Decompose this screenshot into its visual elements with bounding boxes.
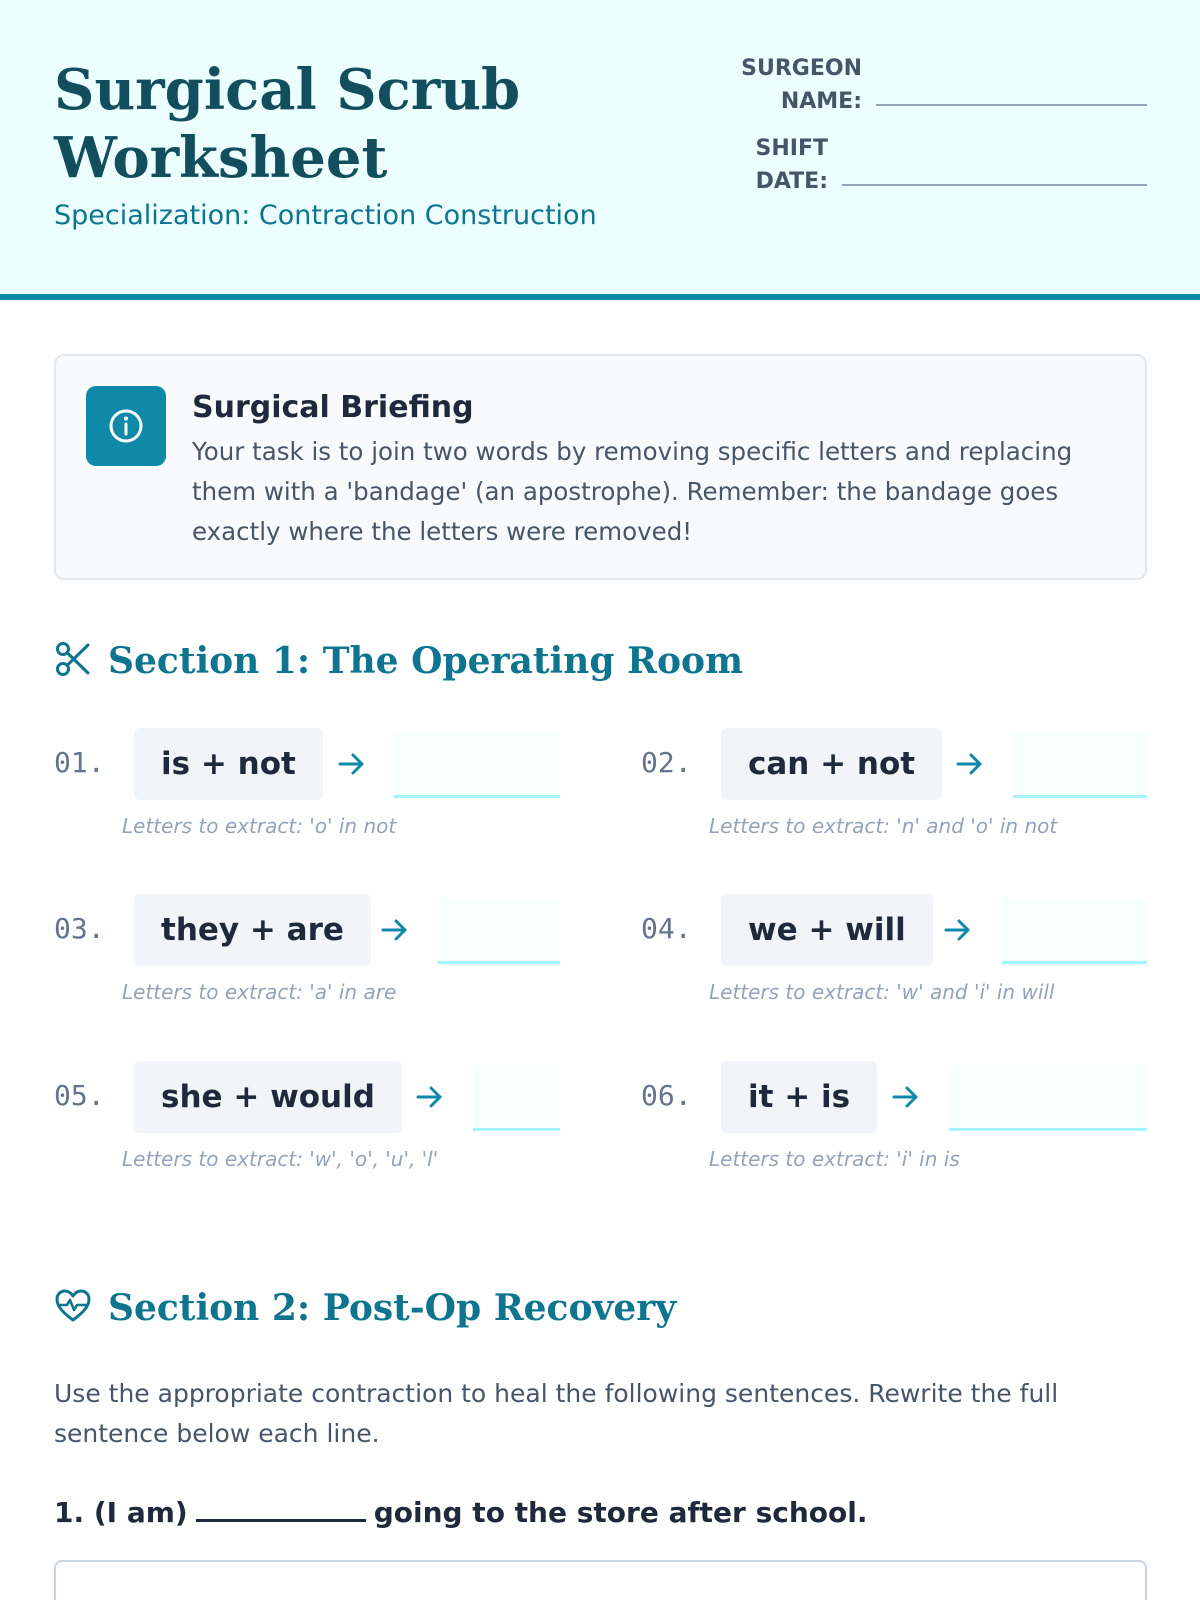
briefing-card	[54, 354, 1147, 580]
item-number: 02.	[641, 746, 692, 779]
surgeon-name-label	[700, 52, 862, 118]
sentence-blank[interactable]	[196, 1498, 366, 1522]
exercise-item	[641, 894, 1147, 1034]
section-2-title: Section 2: Post-Op Recovery	[108, 1287, 677, 1329]
date-label-line-2: DATE:	[755, 169, 828, 194]
extraction-hint: Letters to extract: 'w', 'o', 'u', 'l'	[122, 1147, 439, 1171]
section-1-title: Section 1: The Operating Room	[108, 640, 744, 682]
arrow-right-icon	[380, 917, 410, 943]
word-pair: is + not	[134, 728, 323, 800]
scissors-icon	[54, 640, 92, 682]
item-number: 04.	[641, 912, 692, 945]
answer-field[interactable]	[473, 1065, 560, 1131]
heart-pulse-icon	[54, 1288, 92, 1328]
item-number: 05.	[54, 1079, 105, 1112]
worksheet-header	[0, 0, 1200, 300]
item-number: 03.	[54, 912, 105, 945]
rewrite-answer-box[interactable]	[54, 1560, 1147, 1600]
worksheet-subtitle: Specialization: Contraction Construction	[54, 200, 597, 231]
surgeon-name-field[interactable]	[876, 104, 1147, 106]
word-pair: she + would	[134, 1061, 402, 1133]
arrow-right-icon	[337, 751, 367, 777]
exercise-item	[54, 1061, 560, 1201]
extraction-hint: Letters to extract: 'i' in is	[709, 1147, 960, 1171]
arrow-right-icon	[955, 751, 985, 777]
arrow-right-icon	[415, 1084, 445, 1110]
extraction-hint: Letters to extract: 'w' and 'i' in will	[709, 980, 1055, 1004]
sentence-suffix: going to the store after school.	[373, 1496, 868, 1529]
info-icon	[86, 386, 166, 466]
surgeon-label-line-2: NAME:	[780, 89, 862, 114]
extraction-hint: Letters to extract: 'o' in not	[122, 814, 397, 838]
briefing-title: Surgical Briefing	[192, 390, 474, 425]
section-2-heading	[54, 1283, 676, 1333]
answer-field[interactable]	[1002, 898, 1147, 964]
answer-field[interactable]	[949, 1065, 1147, 1131]
word-pair: we + will	[721, 894, 933, 966]
answer-field[interactable]	[1013, 732, 1147, 798]
sentence-prefix: 1. (I am)	[54, 1496, 188, 1529]
sentence-prompt	[54, 1496, 867, 1529]
word-pair: it + is	[721, 1061, 877, 1133]
arrow-right-icon	[891, 1084, 921, 1110]
exercise-item	[54, 728, 560, 868]
section-1-heading	[54, 636, 743, 686]
worksheet-title: Surgical Scrub Worksheet	[54, 57, 521, 191]
extraction-hint: Letters to extract: 'a' in are	[122, 980, 397, 1004]
exercise-item	[641, 728, 1147, 868]
date-label-line-1: SHIFT	[755, 136, 828, 161]
surgeon-label-line-1: SURGEON	[741, 56, 862, 81]
item-number: 06.	[641, 1079, 692, 1112]
section-2-instructions: Use the appropriate contraction to heal the following sentences. Rewrite the full sentence below each line.	[54, 1379, 1059, 1448]
exercise-item	[641, 1061, 1147, 1201]
word-pair: can + not	[721, 728, 942, 800]
answer-field[interactable]	[438, 898, 560, 964]
extraction-hint: Letters to extract: 'n' and 'o' in not	[709, 814, 1058, 838]
item-number: 01.	[54, 746, 105, 779]
exercise-item	[54, 894, 560, 1034]
word-pair: they + are	[134, 894, 371, 966]
shift-date-field[interactable]	[842, 184, 1147, 186]
shift-date-label	[700, 132, 828, 198]
briefing-text: Your task is to join two words by removing specific letters and replacing them with a 'bandage' (an apostrophe). Remember: the bandage goes exactly where the letters were removed!	[192, 437, 1073, 546]
answer-field[interactable]	[394, 732, 560, 798]
arrow-right-icon	[943, 917, 973, 943]
